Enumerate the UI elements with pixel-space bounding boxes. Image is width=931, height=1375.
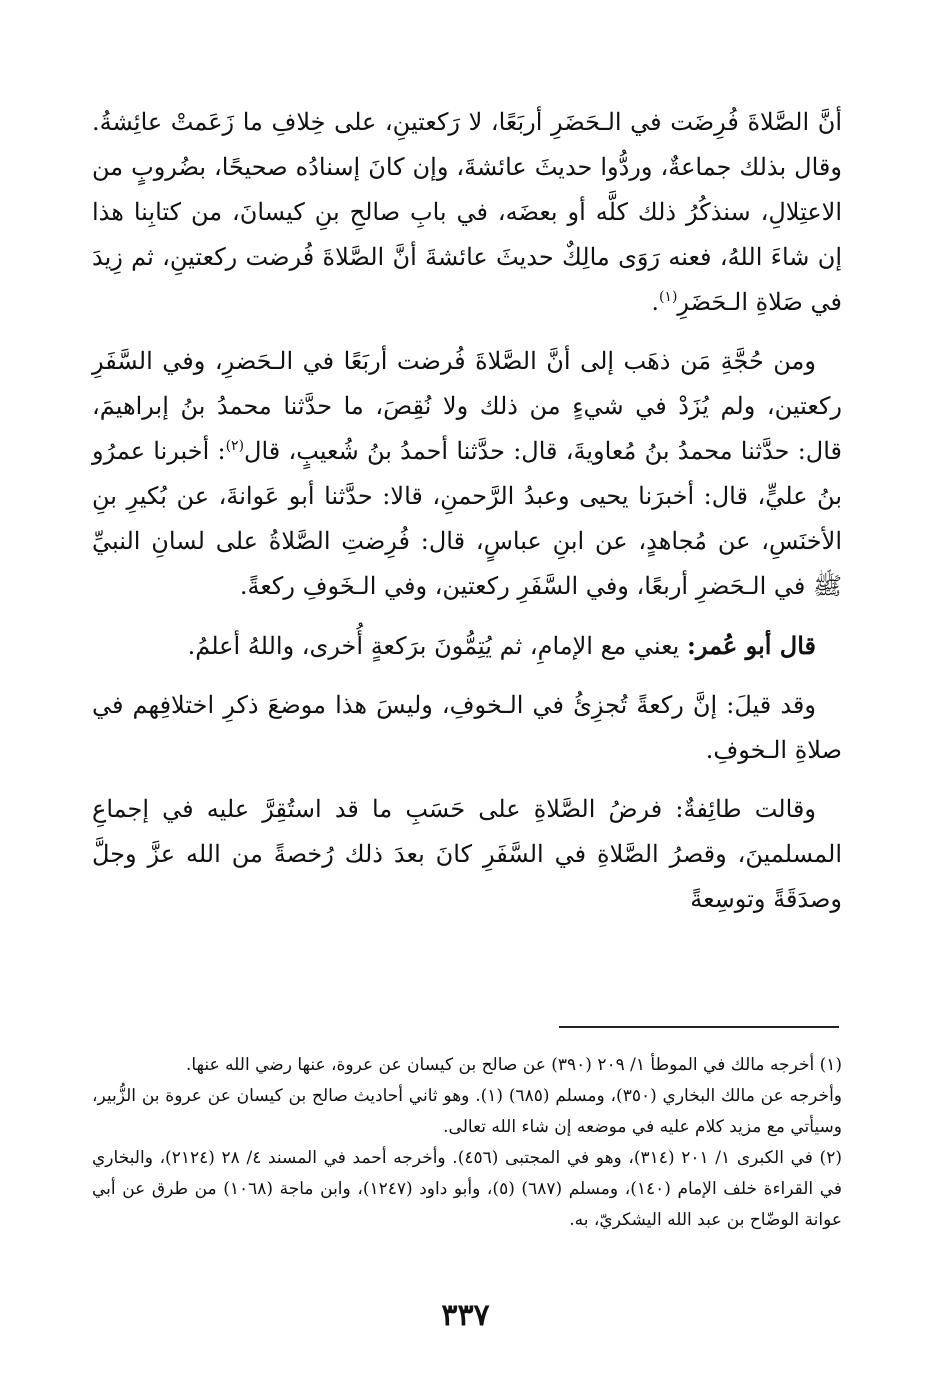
footnote-ref-2[interactable]: (٢) [225,438,245,454]
speaker-label: قال أبو عُمر: [687,631,816,660]
footnote-2-text: (٢) في الكبرى ١/ ٢٠١ (٣١٤)، وهو في المجتبى (٤٥٦). وأخرجه أحمد في المسند ٤/ ٢٨ (٢١٢٤)، والبخاري في القراءة خلف الإمام (١٤٠)، ومسلم (٦٨٧) (٥)، وأبو داود (١٢٤٧)، وابن ماجة (١٠٦٨) من طرق عن أبي عوانة الوضّاح بن عبد الله اليشكريّ، به. [92,1148,843,1230]
paragraph-1-period: . [651,288,659,316]
page-number: ٣٣٧ [441,1298,490,1333]
footnote-1-text: (١) أخرجه مالك في الموطأ ١/ ٢٠٩ (٣٩٠) عن صالح بن كيسان عن عروة، عنها رضي الله عنها. [185,1055,842,1075]
paragraph-5-text: وقالت طائِفةٌ: فرضُ الصَّلاةِ على حَسَبِ ما قد استُقِرَّ عليه في إجماعِ المسلمينَ، وقصرُ الصَّلاةِ في السَّفَرِ كانَ بعدَ ذلك رُخصةً من الله عزَّ وجلَّ وصدَقَةً وتوسِعةً [92,795,842,913]
paragraph-3-text: يعني مع الإمامِ، ثم يُتِمُّونَ برَكعةٍ أُخرى، واللهُ أعلمُ. [187,632,680,660]
footnotes [92,1050,842,1236]
paragraph-1-text: أنَّ الصَّلاةَ فُرِضَت في الـحَضَرِ أربَعًا، لا رَكعتينِ، على خِلافِ ما زَعَمتْ عائِشةُ. وقال بذلك جماعةٌ، وردُّوا حديثَ عائشةَ، وإن كانَ إسنادُه صحيحًا، بضُروبٍ من الاعتِلالِ، سنذكُرُ ذلك كلَّه أو بعضَه، في بابِ صالحِ بنِ كيسانَ، من كتابِنا هذا إن شاءَ اللهُ، فعنه رَوَى مالِكٌ حديثَ عائشةَ أنَّ الصَّلاةَ فُرضت ركعتينِ، ثم زِيدَ في صَلاةِ الـحَضَرِ [92,108,842,316]
footnote-ref-1[interactable]: (١) [658,289,678,305]
paragraph-3 [92,623,842,669]
paragraph-2 [92,339,842,609]
footnote-2 [92,1143,842,1236]
paragraph-2-text-b: أخبرنا عمرُو بنُ عليٍّ، قال: أخبرَنا يحيى وعبدُ الرَّحمنِ، قالا: حدَّثنا أبو عَوانةَ، عن بُكيرِ بنِ الأخنَسِ، عن مُجاهدٍ، عن ابنِ عباسٍ، قال: فُرِضتِ الصَّلاةُ على لسانِ النبيِّ ﷺ في الـحَضرِ أربعًا، وفي السَّفَرِ ركعتين، وفي الـخَوفِ ركعةً. [92,437,843,600]
paragraph-1 [92,100,842,325]
footnote-separator [559,1026,839,1028]
paragraph-2-colon: : [217,437,226,465]
footnote-1-continued [92,1081,842,1143]
footnote-1 [92,1050,842,1081]
main-text [92,100,842,936]
paragraph-4-text: وقد قيلَ: إنَّ ركعةً تُجزِئُ في الـخوفِ، وليسَ هذا موضعَ ذكرِ اختلافِهم في صلاةِ الـخوفِ. [92,691,842,764]
paragraph-5 [92,787,842,922]
paragraph-4 [92,683,842,773]
paragraph-2-text-a: ومن حُجَّةِ مَن ذهَب إلى أنَّ الصَّلاةَ فُرضت أربَعًا في الـحَضرِ، وفي السَّفَرِ ركعتين، ولم يُزَدْ في شيءٍ من ذلك ولا نُقِصَ، ما حدَّثنا محمدُ بنُ إبراهيمَ، قال: حدَّثنا محمدُ بنُ مُعاويةَ، قال: حدَّثنا أحمدُ بنُ شُعيبٍ، قال [92,347,842,465]
footnote-1-cont-text: وأخرجه عن مالك البخاري (٣٥٠)، ومسلم (٦٨٥) (١). وهو ثاني أحاديث صالح بن كيسان عن عروة بن الزُّبير، وسيأتي مع مزيد كلام عليه في موضعه إن شاء الله تعالى. [92,1086,843,1137]
